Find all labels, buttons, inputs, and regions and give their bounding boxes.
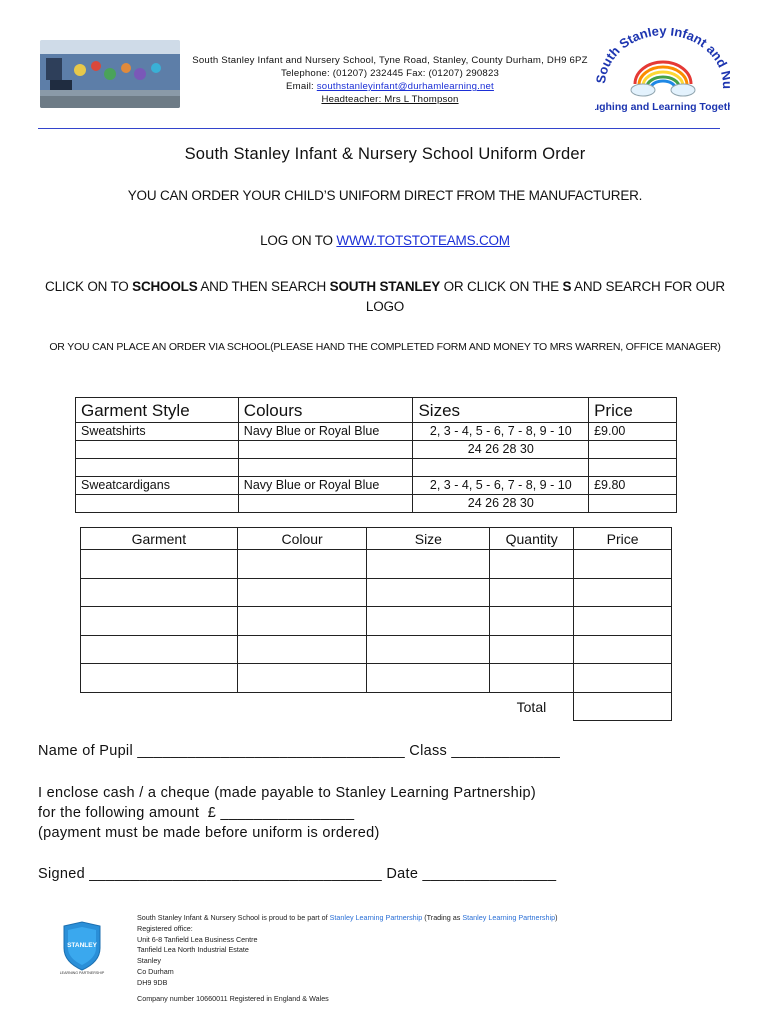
price-input-cell[interactable] — [574, 550, 672, 579]
quantity-input-cell[interactable] — [490, 607, 574, 636]
sizes-cell: 24 26 28 30 — [413, 495, 589, 513]
price-table — [75, 397, 677, 513]
table-row — [76, 423, 677, 441]
garment-input-cell[interactable] — [81, 578, 238, 607]
price-input-cell[interactable] — [574, 664, 672, 693]
order-direct-text: YOU CAN ORDER YOUR CHILD’S UNIFORM DIRECT FROM THE MANUFACTURER. — [127, 188, 643, 203]
order-row — [81, 578, 672, 607]
table-row — [76, 459, 677, 477]
price-table-header — [76, 398, 677, 423]
order-via-school-text: OR YOU CAN PLACE AN ORDER VIA SCHOOL(PLEASE HAND THE COMPLETED FORM AND MONEY TO MRS WARREN, OFFICE MANAGER) — [49, 341, 721, 353]
amount-field[interactable]: ________________ — [216, 805, 355, 821]
amount-label: for the following amount £ — [38, 805, 217, 821]
price-input-cell[interactable] — [574, 635, 672, 664]
colours-cell: Navy Blue or Royal Blue — [238, 477, 413, 495]
header-colour: Colour — [237, 528, 367, 550]
header-divider — [38, 128, 720, 129]
header-garment: Garment — [81, 528, 238, 550]
quantity-input-cell[interactable] — [490, 635, 574, 664]
partnership-link[interactable]: Stanley Learning Partnership — [329, 913, 423, 922]
footer-info — [137, 913, 557, 1004]
address-line: DH9 9DB — [137, 977, 168, 987]
log-on-line — [0, 233, 770, 248]
price-input-cell[interactable] — [574, 607, 672, 636]
logo-text: outh Stanley Infant and — [595, 28, 730, 77]
colour-input-cell[interactable] — [237, 664, 367, 693]
letter-s-keyword: S — [562, 279, 572, 294]
price-cell: £9.00 — [589, 423, 677, 441]
size-input-cell[interactable] — [367, 550, 490, 579]
order-table-header — [81, 528, 672, 550]
badge-sub: LEARNING PARTNERSHIP — [59, 971, 105, 975]
order-row — [81, 635, 672, 664]
badge-text: STANLEY — [67, 942, 97, 949]
colour-input-cell[interactable] — [237, 607, 367, 636]
website-link[interactable]: WWW.TOTSTOTEAMS.COM — [336, 233, 510, 248]
price-cell: £9.80 — [589, 477, 677, 495]
size-input-cell[interactable] — [367, 635, 490, 664]
header-order-price: Price — [574, 528, 672, 550]
garment-input-cell[interactable] — [81, 607, 238, 636]
order-table — [80, 527, 672, 721]
header-size: Size — [367, 528, 490, 550]
footer-partnership-line — [137, 913, 557, 924]
partnership-link-2[interactable]: Stanley Learning Partnership — [462, 913, 556, 922]
total-label: Total — [516, 698, 547, 715]
garment-input-cell[interactable] — [81, 664, 238, 693]
order-row — [81, 550, 672, 579]
colour-input-cell[interactable] — [237, 635, 367, 664]
logo-tagline: ughing and Learning Toget — [595, 101, 728, 113]
address-line: Unit 6-8 Tanfield Lea Business Centre — [137, 934, 258, 944]
enclose-line: I enclose cash / a cheque (made payable to Stanley Learning Partnership) — [38, 785, 536, 801]
school-telephone: Telephone: (01207) 232445 Fax: (01207) 290823 — [280, 68, 500, 79]
quantity-input-cell[interactable] — [490, 550, 574, 579]
signature-line — [38, 866, 556, 882]
garment-input-cell[interactable] — [81, 550, 238, 579]
footer-suffix: ) — [555, 913, 558, 922]
address-line: Tanfield Lea North Industrial Estate — [137, 945, 249, 955]
colour-input-cell[interactable] — [237, 550, 367, 579]
log-on-prefix: LOG ON TO — [260, 233, 337, 248]
class-label: Class — [409, 743, 448, 759]
header-garment-style: Garment Style — [76, 398, 239, 423]
school-email-line — [160, 80, 620, 93]
garment-cell: Sweatshirts — [76, 423, 239, 441]
size-input-cell[interactable] — [367, 578, 490, 607]
amount-line — [38, 805, 354, 821]
quantity-input-cell[interactable] — [490, 578, 574, 607]
order-row — [81, 664, 672, 693]
order-row — [81, 607, 672, 636]
quantity-input-cell[interactable] — [490, 664, 574, 693]
total-input-cell[interactable] — [574, 692, 672, 721]
colour-input-cell[interactable] — [237, 578, 367, 607]
header-sizes: Sizes — [413, 398, 589, 423]
address-line: Co Durham — [137, 966, 174, 976]
date-field[interactable]: ________________ — [418, 866, 557, 882]
payment-note: (payment must be made before uniform is ordered) — [38, 825, 380, 841]
click-text-2: AND THEN SEARCH — [197, 279, 330, 294]
colours-cell: Navy Blue or Royal Blue — [238, 423, 413, 441]
footer-mid: (Trading as — [422, 913, 463, 922]
school-address: South Stanley Infant and Nursery School, Tyne Road, Stanley, County Durham, DH9 6PZ — [192, 55, 588, 66]
company-number: Company number 10660011 Registered in England & Wales — [137, 993, 329, 1003]
pupil-name-line — [38, 743, 560, 759]
header-colours: Colours — [238, 398, 413, 423]
click-instructions — [30, 277, 740, 317]
size-input-cell[interactable] — [367, 607, 490, 636]
south-stanley-keyword: SOUTH STANLEY — [329, 279, 441, 294]
table-row — [76, 495, 677, 513]
registered-office-label: Registered office: — [137, 923, 193, 933]
headteacher: Headteacher: Mrs L Thompson — [321, 94, 459, 105]
name-label: Name of Pupil — [38, 743, 133, 759]
header-quantity: Quantity — [490, 528, 574, 550]
school-contact-block — [160, 54, 620, 106]
address-line: Stanley — [137, 956, 161, 966]
sizes-cell: 24 26 28 30 — [413, 441, 589, 459]
email-link[interactable]: southstanleyinfant@durhamlearning.net — [316, 81, 494, 92]
total-row — [81, 692, 672, 721]
garment-cell: Sweatcardigans — [76, 477, 239, 495]
name-field[interactable]: ________________________________ — [132, 743, 410, 759]
size-input-cell[interactable] — [367, 664, 490, 693]
school-logo — [595, 28, 730, 118]
click-text-4: AND SEARCH FOR OUR LOGO — [365, 279, 725, 314]
schools-keyword: SCHOOLS — [132, 279, 198, 294]
signed-field[interactable]: ___________________________________ — [84, 866, 387, 882]
school-photo — [40, 40, 180, 108]
price-input-cell[interactable] — [574, 578, 672, 607]
click-text-3: OR CLICK ON THE — [440, 279, 563, 294]
sizes-cell: 2, 3 - 4, 5 - 6, 7 - 8, 9 - 10 — [413, 423, 589, 441]
signed-label: Signed — [38, 866, 85, 882]
partnership-badge — [58, 920, 106, 976]
footer-prefix: South Stanley Infant & Nursery School is proud to be part of — [137, 913, 330, 922]
class-field[interactable]: _____________ — [447, 743, 561, 759]
page-title: South Stanley Infant & Nursery School Uniform Order — [184, 145, 586, 163]
click-text-1: CLICK ON TO — [45, 279, 133, 294]
table-row — [76, 477, 677, 495]
email-label: Email: — [286, 81, 317, 92]
table-row — [76, 441, 677, 459]
header-price: Price — [589, 398, 677, 423]
sizes-cell: 2, 3 - 4, 5 - 6, 7 - 8, 9 - 10 — [413, 477, 589, 495]
date-label: Date — [386, 866, 419, 882]
garment-input-cell[interactable] — [81, 635, 238, 664]
